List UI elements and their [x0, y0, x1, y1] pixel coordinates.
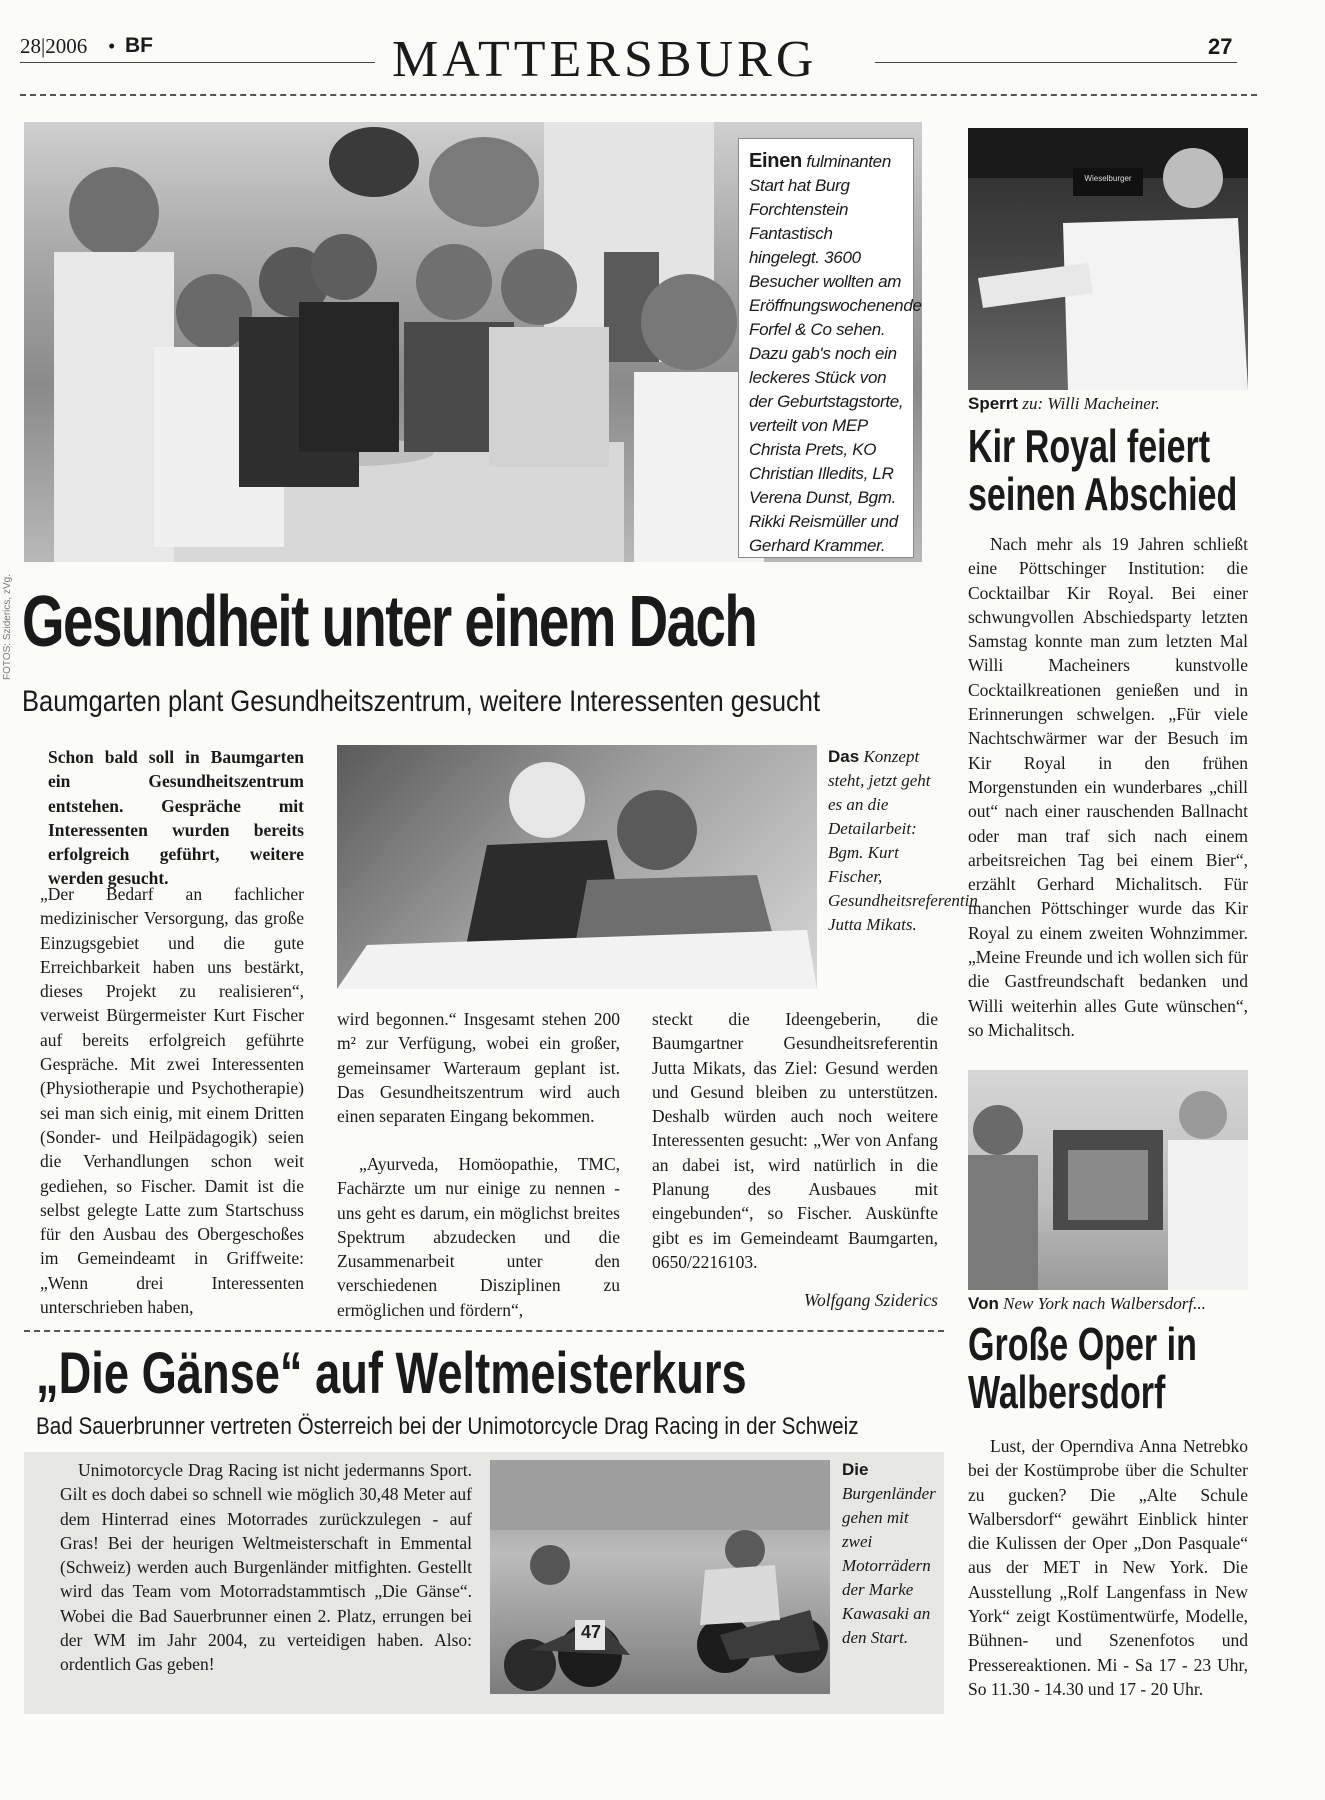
section-title: MATTERSBURG	[392, 31, 818, 88]
gaense-divider	[24, 1330, 944, 1332]
main-column-2a: wird begonnen.“ Insgesamt stehen 200 m² zur Verfügung, wobei ein großer, gemeinsamer Warteraum geplant ist. Das Gesundheitszentrum wird auch einen separaten Eingang bekommen.	[337, 1009, 620, 1127]
main-headline: Gesundheit unter einem Dach	[22, 582, 757, 662]
caption-text: Burgenländer gehen mit zwei Motorrädern der Marke Kawasaki an den Start.	[842, 1484, 936, 1647]
caption-lead: Einen	[749, 150, 802, 172]
motorcycle-photo	[490, 1460, 830, 1694]
oper-headline-1: Große Oper in	[968, 1318, 1197, 1370]
motorcycle-photo-scene	[490, 1460, 830, 1694]
concept-photo	[337, 745, 817, 989]
header-divider	[20, 94, 1257, 96]
page-number: 27	[1208, 34, 1233, 59]
opera-photo-scene	[968, 1070, 1248, 1290]
paper-logo: BF	[125, 34, 153, 57]
caption-text: zu: Willi Macheiner.	[1022, 394, 1160, 413]
gaense-subheadline: Bad Sauerbrunner vertreten Österreich bei der Unimotorcycle Drag Racing in der Schweiz	[36, 1413, 859, 1440]
main-column-3: steckt die Ideengeberin, die Baumgartner Gesundheitsreferentin Jutta Mikats, das Ziel: Gesund werden und Gesund bleiben zu unterstützen. Deshalb würden auch noch weitere Interessenten gesucht: „Wer von Anfang an dabei ist, wird natürlich in die Planung des Ausbaues mit eingebunden“, so Fischer. Auskünfte gibt es im Gemeindeamt Baumgarten, 0650/2216103.	[652, 1009, 938, 1272]
author-byline: Wolfgang Sziderics	[803, 1290, 938, 1310]
gaense-body: Unimotorcycle Drag Racing ist nicht jedermanns Sport. Gilt es doch dabei so schnell wie möglich 30,48 Meter auf dem Hinterrad eines Motorrades zurückzulegen - auf Gras! Bei der heurigen Weltmeisterschaft in Emmental (Schweiz) werden auch Burgenländer mitfighten. Gestellt wird das Team vom Motorradstammtisch „Die Gänse“. Wobei die Bad Sauerbrunner einen 2. Platz, errungen bei der WM im Jahr 2004, zu verteidigen haben. Also: ordentlich Gas geben!	[60, 1460, 472, 1675]
caption-text: New York nach Walbersdorf...	[1003, 1294, 1206, 1313]
header-rule-right	[875, 62, 1237, 63]
caption-text: Konzept steht, jetzt geht es an die Detailarbeit: Bgm. Kurt Fischer, Gesundheitsreferentin Jutta Mikats.	[828, 747, 978, 934]
concept-photo-scene	[337, 745, 817, 989]
bar-photo	[968, 128, 1248, 390]
header-bullet: •	[108, 34, 116, 58]
opera-photo	[968, 1070, 1248, 1290]
gaense-headline: „Die Gänse“ auf Weltmeisterkurs	[36, 1341, 747, 1406]
opera-photo-caption	[968, 1292, 1248, 1316]
caption-lead: Die	[842, 1460, 869, 1479]
caption-lead: Das	[828, 747, 860, 766]
main-subheadline: Baumgarten plant Gesundheitszentrum, weitere Interessenten gesucht	[22, 685, 821, 718]
caption-lead: Von	[968, 1294, 999, 1313]
cake-photo-caption	[738, 138, 922, 558]
header-rule-left	[20, 62, 375, 63]
bike-number-plate: 47	[580, 1622, 602, 1642]
bar-photo-scene	[968, 128, 1248, 390]
photo-credit: FOTOS: Sziderics, zVg.	[2, 574, 13, 680]
oper-headline-2: Walbersdorf	[968, 1366, 1166, 1418]
issue-number: 28|2006	[20, 34, 88, 58]
kir-royal-headline-1: Kir Royal feiert	[968, 420, 1211, 472]
bar-photo-caption	[968, 392, 1248, 416]
main-column-1: „Der Bedarf an fachlicher medizinischer Versorgung, das große Einzugsgebiet und die gute Erreichbarkeit haben uns bestärkt, dieses Projekt zu realisieren“, verweist Bürgermeister Kurt Fischer auf bereits erfolgreich geführte Gespräche. Mit zwei Interessenten (Physiotherapie und Psychotherapie) sei man sich einig, mit einem Dritten (Sonder- und Heilpädagogik) seien die Verhandlungen schon weit gediehen, so Fischer. Damit ist die selbst gelegte Latte zum Startschuss für den Ausbau des Obergeschoßes im Gemeindeamt in Griffweite: „Wenn drei Interessenten unterschrieben haben,	[40, 884, 304, 1318]
motorcycle-photo-caption	[842, 1458, 938, 1650]
bar-sign: Wieselburger	[1084, 174, 1132, 183]
kir-royal-headline-2: seinen Abschied	[968, 468, 1238, 520]
caption-text: fulminanten Start hat Burg Forchtenstein Fantastisch hingelegt. 3600 Besucher wollten am Eröffnungswochenende Forfel & Co sehen. Dazu gab's noch ein leckeres Stück von der Geburtstagstorte, verteilt von MEP Christa Prets, KO Christian Illedits, LR Verena Dunst, Bgm. Rikki Reismüller und Gerhard Krammer.	[749, 152, 922, 555]
kir-royal-body: Nach mehr als 19 Jahren schließt eine Pöttschinger Institution: die Cocktailbar Kir Royal. Bei einer schwungvollen Abschiedsparty letzten Samstag konnte man zum letzten Mal Willi Macheiners kunstvolle Cocktailkreationen genießen und in Erinnerungen schwelgen. „Für viele Nachtschwärmer war der Besuch im Kir Royal in den frühen Morgenstunden ein wunderbares „chill out“ nach einer rauschenden Ballnacht oder man traf sich nach einem arbeitsreichen Tag bei einem Bier“, erzählt Gerhard Michalitsch. Für manchen Pöttschinger wurde das Kir Royal zu einem zweiten Wohnzimmer. „Meine Freunde und ich wollen sich für die Gastfreundschaft bedanken und Willi weiterhin alles Gute wünschen“, so Michalitsch.	[968, 534, 1248, 1040]
main-lead: Schon bald soll in Baumgarten ein Gesundheitszentrum entstehen. Gespräche mit Interessenten wurden bereits erfolgreich geführt, weitere werden gesucht.	[48, 747, 304, 889]
oper-body: Lust, der Operndiva Anna Netrebko bei der Kostümprobe über die Schulter zu gucken? Die „Alte Schule Walbersdorf“ gewährt Einblick hinter die Kulissen der Oper „Don Pasquale“ aus der MET in New York. Die Ausstellung „Rolf Langenfass in New York“ zeigt Kostümentwürfe, Modelle, Bühnen- und Szenenfotos und Pressereaktionen. Mi - Sa 17 - 23 Uhr, So 11.30 - 14.30 und 17 - 20 Uhr.	[968, 1436, 1248, 1699]
main-column-2b: „Ayurveda, Homöopathie, TMC, Fachärzte um nur einige zu nennen - uns geht es darum, ein möglichst breites Spektrum abzudecken und die Zusammenarbeit unter den verschiedenen Disziplinen zu ermöglichen und fördern“,	[337, 1154, 620, 1320]
concept-photo-caption	[828, 745, 978, 937]
caption-lead: Sperrt	[968, 394, 1019, 413]
